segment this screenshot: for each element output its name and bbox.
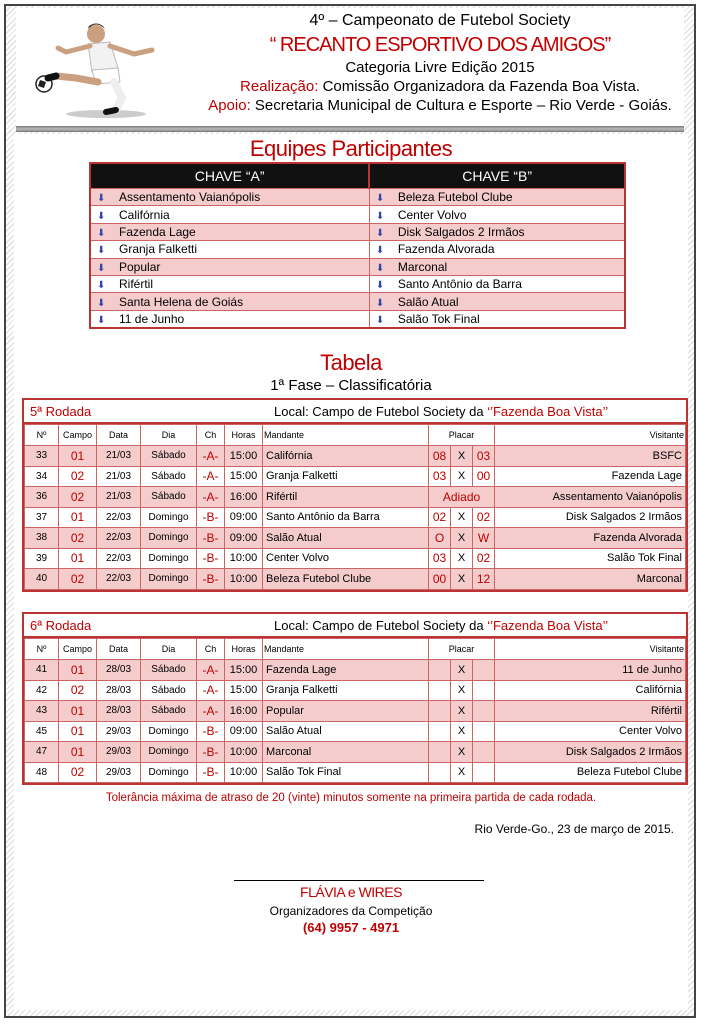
match-x: X xyxy=(451,569,473,590)
round-6-name: 6ª Rodada xyxy=(30,618,92,633)
match-hora: 16:00 xyxy=(225,701,263,722)
match-dia: Sábado xyxy=(141,680,197,701)
team-cell-b xyxy=(369,223,625,240)
match-ch: -A- xyxy=(197,446,225,467)
col-mandante: Mandante xyxy=(263,639,429,660)
match-hora: 10:00 xyxy=(225,762,263,783)
location-label: Local: Campo de Futebol Society da xyxy=(274,618,488,633)
match-row xyxy=(25,466,686,487)
team-name: Rifértil xyxy=(119,277,154,292)
match-n: 36 xyxy=(25,487,59,508)
round-6-columns xyxy=(25,639,686,660)
col-placar: Placar xyxy=(429,425,495,446)
team-cell-a xyxy=(90,293,369,310)
match-visitante: Marconal xyxy=(495,569,686,590)
down-arrow-icon: ⬇ xyxy=(97,280,106,292)
col-placar: Placar xyxy=(429,639,495,660)
down-arrow-icon: ⬇ xyxy=(97,262,106,274)
location-label: Local: Campo de Futebol Society da xyxy=(274,404,488,419)
match-visitante: Fazenda Alvorada xyxy=(495,528,686,549)
team-name: Disk Salgados 2 Irmãos xyxy=(397,224,525,239)
round-5-header xyxy=(24,400,686,424)
match-hora: 15:00 xyxy=(225,446,263,467)
round-5-name: 5ª Rodada xyxy=(30,404,92,419)
col-campo: Campo xyxy=(59,639,97,660)
team-cell-a xyxy=(90,310,369,328)
col-campo: Campo xyxy=(59,425,97,446)
match-ch: -B- xyxy=(197,507,225,528)
event-name: “ RECANTO ESPORTIVO DOS AMIGOS” xyxy=(269,34,611,56)
team-cell-b xyxy=(369,310,625,328)
realizacao-text: Comissão Organizadora da Fazenda Boa Vista. xyxy=(318,78,640,95)
match-hora: 09:00 xyxy=(225,507,263,528)
signature-line xyxy=(234,880,484,881)
match-x: X xyxy=(451,660,473,681)
match-ch: -B- xyxy=(197,742,225,763)
match-x: X xyxy=(451,680,473,701)
col-horas: Horas xyxy=(225,639,263,660)
match-hora: 10:00 xyxy=(225,569,263,590)
match-g2 xyxy=(473,660,495,681)
match-g2: 03 xyxy=(473,446,495,467)
down-arrow-icon: ⬇ xyxy=(375,193,385,205)
match-row xyxy=(25,548,686,569)
location-name: ‘’Fazenda Boa Vista’’ xyxy=(487,404,609,419)
championship-title: 4º – Campeonato de Futebol Society xyxy=(309,12,571,29)
match-mandante: Granja Falketti xyxy=(263,680,429,701)
match-row xyxy=(25,446,686,467)
match-g1: 03 xyxy=(429,548,451,569)
match-visitante: Salão Tok Final xyxy=(495,548,686,569)
match-mandante: Marconal xyxy=(263,742,429,763)
match-dia: Domingo xyxy=(141,507,197,528)
match-x: X xyxy=(451,701,473,722)
match-dia: Domingo xyxy=(141,528,197,549)
match-row xyxy=(25,721,686,742)
match-g2: 02 xyxy=(473,507,495,528)
down-arrow-icon: ⬇ xyxy=(375,245,385,257)
match-g1: 02 xyxy=(429,507,451,528)
match-ch: -B- xyxy=(197,762,225,783)
support-line xyxy=(190,97,690,114)
match-row xyxy=(25,680,686,701)
match-data: 21/03 xyxy=(97,466,141,487)
down-arrow-icon: ⬇ xyxy=(97,297,106,309)
match-row xyxy=(25,701,686,722)
col-mandante: Mandante xyxy=(263,425,429,446)
match-n: 43 xyxy=(25,701,59,722)
team-name: Marconal xyxy=(397,259,448,274)
team-row xyxy=(90,241,625,258)
team-row xyxy=(90,189,625,206)
down-arrow-icon: ⬇ xyxy=(97,193,106,205)
team-cell-a xyxy=(90,258,369,275)
match-campo: 01 xyxy=(59,507,97,528)
match-row xyxy=(25,528,686,549)
match-ch: -A- xyxy=(197,466,225,487)
team-name: Beleza Futebol Clube xyxy=(397,190,513,205)
round-5-location xyxy=(274,404,608,419)
match-row xyxy=(25,569,686,590)
organizer-names: FLÁVIA e WIRES xyxy=(300,884,402,900)
col-ch: Ch xyxy=(197,425,225,446)
match-visitante: BSFC xyxy=(495,446,686,467)
teams-table xyxy=(89,162,626,329)
match-x: X xyxy=(451,721,473,742)
match-g1 xyxy=(429,660,451,681)
match-visitante: Assentamento Vaianópolis xyxy=(495,487,686,508)
match-mandante: Beleza Futebol Clube xyxy=(263,569,429,590)
match-g1 xyxy=(429,742,451,763)
round-5-table xyxy=(22,398,688,592)
match-dia: Sábado xyxy=(141,487,197,508)
round-6-header xyxy=(24,614,686,638)
match-visitante: 11 de Junho xyxy=(495,660,686,681)
match-g1: 00 xyxy=(429,569,451,590)
match-hora: 15:00 xyxy=(225,680,263,701)
match-n: 37 xyxy=(25,507,59,528)
match-x: X xyxy=(451,528,473,549)
down-arrow-icon: ⬇ xyxy=(375,280,385,292)
team-cell-a xyxy=(90,206,369,223)
match-row xyxy=(25,660,686,681)
match-ch: -A- xyxy=(197,680,225,701)
match-mandante: Popular xyxy=(263,701,429,722)
team-name: Fazenda Alvorada xyxy=(397,242,495,257)
match-ch: -A- xyxy=(197,660,225,681)
match-data: 28/03 xyxy=(97,701,141,722)
match-g1: 03 xyxy=(429,466,451,487)
match-data: 29/03 xyxy=(97,721,141,742)
match-g1 xyxy=(429,701,451,722)
match-data: 21/03 xyxy=(97,446,141,467)
col-dia: Dia xyxy=(141,639,197,660)
match-data: 21/03 xyxy=(97,487,141,508)
match-data: 22/03 xyxy=(97,548,141,569)
team-row xyxy=(90,275,625,292)
match-campo: 02 xyxy=(59,762,97,783)
col-num: Nº xyxy=(25,425,59,446)
team-name: Salão Atual xyxy=(397,294,459,309)
match-hora: 15:00 xyxy=(225,466,263,487)
team-row xyxy=(90,310,625,328)
match-n: 41 xyxy=(25,660,59,681)
match-campo: 02 xyxy=(59,528,97,549)
match-mandante: Salão Atual xyxy=(263,721,429,742)
place-date: Rio Verde-Go., 23 de março de 2015. xyxy=(474,822,674,836)
down-arrow-icon: ⬇ xyxy=(97,314,106,326)
team-name: Fazenda Lage xyxy=(119,224,196,239)
match-ch: -B- xyxy=(197,721,225,742)
down-arrow-icon: ⬇ xyxy=(97,227,106,239)
match-n: 40 xyxy=(25,569,59,590)
team-row xyxy=(90,206,625,223)
col-visitante: Visitante xyxy=(495,425,686,446)
match-dia: Sábado xyxy=(141,701,197,722)
match-mandante: Califórnia xyxy=(263,446,429,467)
match-g2 xyxy=(473,721,495,742)
match-dia: Domingo xyxy=(141,721,197,742)
down-arrow-icon: ⬇ xyxy=(375,227,385,239)
match-adiado: Adiado xyxy=(429,487,495,508)
team-cell-b xyxy=(369,206,625,223)
team-name: Santo Antônio da Barra xyxy=(397,277,522,292)
match-data: 22/03 xyxy=(97,507,141,528)
match-campo: 02 xyxy=(59,569,97,590)
match-visitante: Califórnia xyxy=(495,680,686,701)
down-arrow-icon: ⬇ xyxy=(375,262,385,274)
match-campo: 01 xyxy=(59,701,97,722)
match-g1 xyxy=(429,680,451,701)
match-g2: 12 xyxy=(473,569,495,590)
down-arrow-icon: ⬇ xyxy=(97,245,106,257)
team-cell-a xyxy=(90,241,369,258)
match-hora: 16:00 xyxy=(225,487,263,508)
group-b-header: CHAVE “B” xyxy=(369,163,625,189)
match-hora: 09:00 xyxy=(225,528,263,549)
match-data: 29/03 xyxy=(97,762,141,783)
match-hora: 10:00 xyxy=(225,742,263,763)
schedule-title: Tabela xyxy=(320,350,382,375)
col-data: Data xyxy=(97,425,141,446)
round-6-location xyxy=(274,618,608,633)
match-n: 42 xyxy=(25,680,59,701)
header-divider xyxy=(16,126,684,132)
match-hora: 10:00 xyxy=(225,548,263,569)
soccer-player-icon xyxy=(26,12,166,120)
match-n: 38 xyxy=(25,528,59,549)
match-n: 34 xyxy=(25,466,59,487)
match-data: 29/03 xyxy=(97,742,141,763)
match-x: X xyxy=(451,548,473,569)
team-cell-a xyxy=(90,189,369,206)
match-x: X xyxy=(451,507,473,528)
team-name: Salão Tok Final xyxy=(397,311,480,326)
team-name: Center Volvo xyxy=(397,207,467,222)
col-num: Nº xyxy=(25,639,59,660)
team-cell-b xyxy=(369,293,625,310)
match-data: 22/03 xyxy=(97,528,141,549)
match-ch: -B- xyxy=(197,569,225,590)
match-g1 xyxy=(429,762,451,783)
match-n: 33 xyxy=(25,446,59,467)
match-mandante: Rifértil xyxy=(263,487,429,508)
match-mandante: Santo Antônio da Barra xyxy=(263,507,429,528)
match-visitante: Disk Salgados 2 Irmãos xyxy=(495,742,686,763)
match-data: 28/03 xyxy=(97,660,141,681)
match-g2: 02 xyxy=(473,548,495,569)
match-x: X xyxy=(451,466,473,487)
down-arrow-icon: ⬇ xyxy=(375,210,385,222)
team-cell-a xyxy=(90,223,369,240)
organizer-role: Organizadores da Competição xyxy=(269,904,433,918)
match-mandante: Fazenda Lage xyxy=(263,660,429,681)
match-visitante: Beleza Futebol Clube xyxy=(495,762,686,783)
match-visitante: Center Volvo xyxy=(495,721,686,742)
team-name: Califórnia xyxy=(119,207,170,222)
match-campo: 02 xyxy=(59,487,97,508)
match-mandante: Center Volvo xyxy=(263,548,429,569)
match-dia: Domingo xyxy=(141,762,197,783)
match-campo: 02 xyxy=(59,680,97,701)
match-row xyxy=(25,487,686,508)
match-g2 xyxy=(473,701,495,722)
match-x: X xyxy=(451,446,473,467)
match-dia: Sábado xyxy=(141,446,197,467)
realizacao-label: Realização: xyxy=(240,78,319,95)
match-ch: -A- xyxy=(197,487,225,508)
match-campo: 01 xyxy=(59,721,97,742)
organizer-phone: (64) 9957 - 4971 xyxy=(302,920,400,935)
match-dia: Domingo xyxy=(141,742,197,763)
team-cell-b xyxy=(369,241,625,258)
match-g2 xyxy=(473,762,495,783)
team-name: 11 de Junho xyxy=(119,311,185,326)
match-mandante: Salão Atual xyxy=(263,528,429,549)
match-hora: 15:00 xyxy=(225,660,263,681)
match-campo: 01 xyxy=(59,548,97,569)
match-x: X xyxy=(451,762,473,783)
organizer-line xyxy=(190,78,690,95)
match-g2: 00 xyxy=(473,466,495,487)
team-cell-b xyxy=(369,189,625,206)
round-5-columns xyxy=(25,425,686,446)
col-data: Data xyxy=(97,639,141,660)
teams-title: Equipes Participantes xyxy=(249,136,453,161)
phase-title: 1ª Fase – Classificatória xyxy=(270,377,432,394)
team-name: Assentamento Vaianópolis xyxy=(119,190,261,205)
match-visitante: Fazenda Lage xyxy=(495,466,686,487)
down-arrow-icon: ⬇ xyxy=(97,210,106,222)
apoio-label: Apoio: xyxy=(208,97,251,114)
match-campo: 01 xyxy=(59,446,97,467)
match-n: 47 xyxy=(25,742,59,763)
team-row xyxy=(90,293,625,310)
match-data: 28/03 xyxy=(97,680,141,701)
team-row xyxy=(90,258,625,275)
match-visitante: Rifértil xyxy=(495,701,686,722)
team-cell-a xyxy=(90,275,369,292)
team-name: Santa Helena de Goiás xyxy=(119,294,244,309)
match-row xyxy=(25,762,686,783)
location-name: ‘’Fazenda Boa Vista’’ xyxy=(487,618,609,633)
match-dia: Sábado xyxy=(141,660,197,681)
match-x: X xyxy=(451,742,473,763)
match-n: 39 xyxy=(25,548,59,569)
match-g2 xyxy=(473,680,495,701)
col-dia: Dia xyxy=(141,425,197,446)
match-g1: 08 xyxy=(429,446,451,467)
match-mandante: Granja Falketti xyxy=(263,466,429,487)
category-edition: Categoria Livre Edição 2015 xyxy=(345,59,535,76)
match-g1: O xyxy=(429,528,451,549)
down-arrow-icon: ⬇ xyxy=(375,297,385,309)
team-name: Granja Falketti xyxy=(119,242,198,257)
match-ch: -B- xyxy=(197,548,225,569)
match-dia: Sábado xyxy=(141,466,197,487)
apoio-text: Secretaria Municipal de Cultura e Esporte – Rio Verde - Goiás. xyxy=(250,97,672,114)
match-dia: Domingo xyxy=(141,548,197,569)
match-mandante: Salão Tok Final xyxy=(263,762,429,783)
round-6-table xyxy=(22,612,688,785)
match-row xyxy=(25,742,686,763)
tolerance-note: Tolerância máxima de atraso de 20 (vinte) minutos somente na primeira partida de cada rodada. xyxy=(105,792,597,804)
match-data: 22/03 xyxy=(97,569,141,590)
match-row xyxy=(25,507,686,528)
match-campo: 01 xyxy=(59,660,97,681)
down-arrow-icon: ⬇ xyxy=(375,314,385,326)
team-row xyxy=(90,223,625,240)
match-dia: Domingo xyxy=(141,569,197,590)
match-ch: -A- xyxy=(197,701,225,722)
match-hora: 09:00 xyxy=(225,721,263,742)
match-visitante: Disk Salgados 2 Irmãos xyxy=(495,507,686,528)
match-campo: 02 xyxy=(59,466,97,487)
col-horas: Horas xyxy=(225,425,263,446)
group-a-header: CHAVE “A” xyxy=(90,163,369,189)
match-g2: W xyxy=(473,528,495,549)
match-n: 48 xyxy=(25,762,59,783)
match-g1 xyxy=(429,721,451,742)
team-name: Popular xyxy=(119,259,161,274)
col-ch: Ch xyxy=(197,639,225,660)
match-g2 xyxy=(473,742,495,763)
match-campo: 01 xyxy=(59,742,97,763)
match-n: 45 xyxy=(25,721,59,742)
match-ch: -B- xyxy=(197,528,225,549)
team-cell-b xyxy=(369,275,625,292)
col-visitante: Visitante xyxy=(495,639,686,660)
team-cell-b xyxy=(369,258,625,275)
